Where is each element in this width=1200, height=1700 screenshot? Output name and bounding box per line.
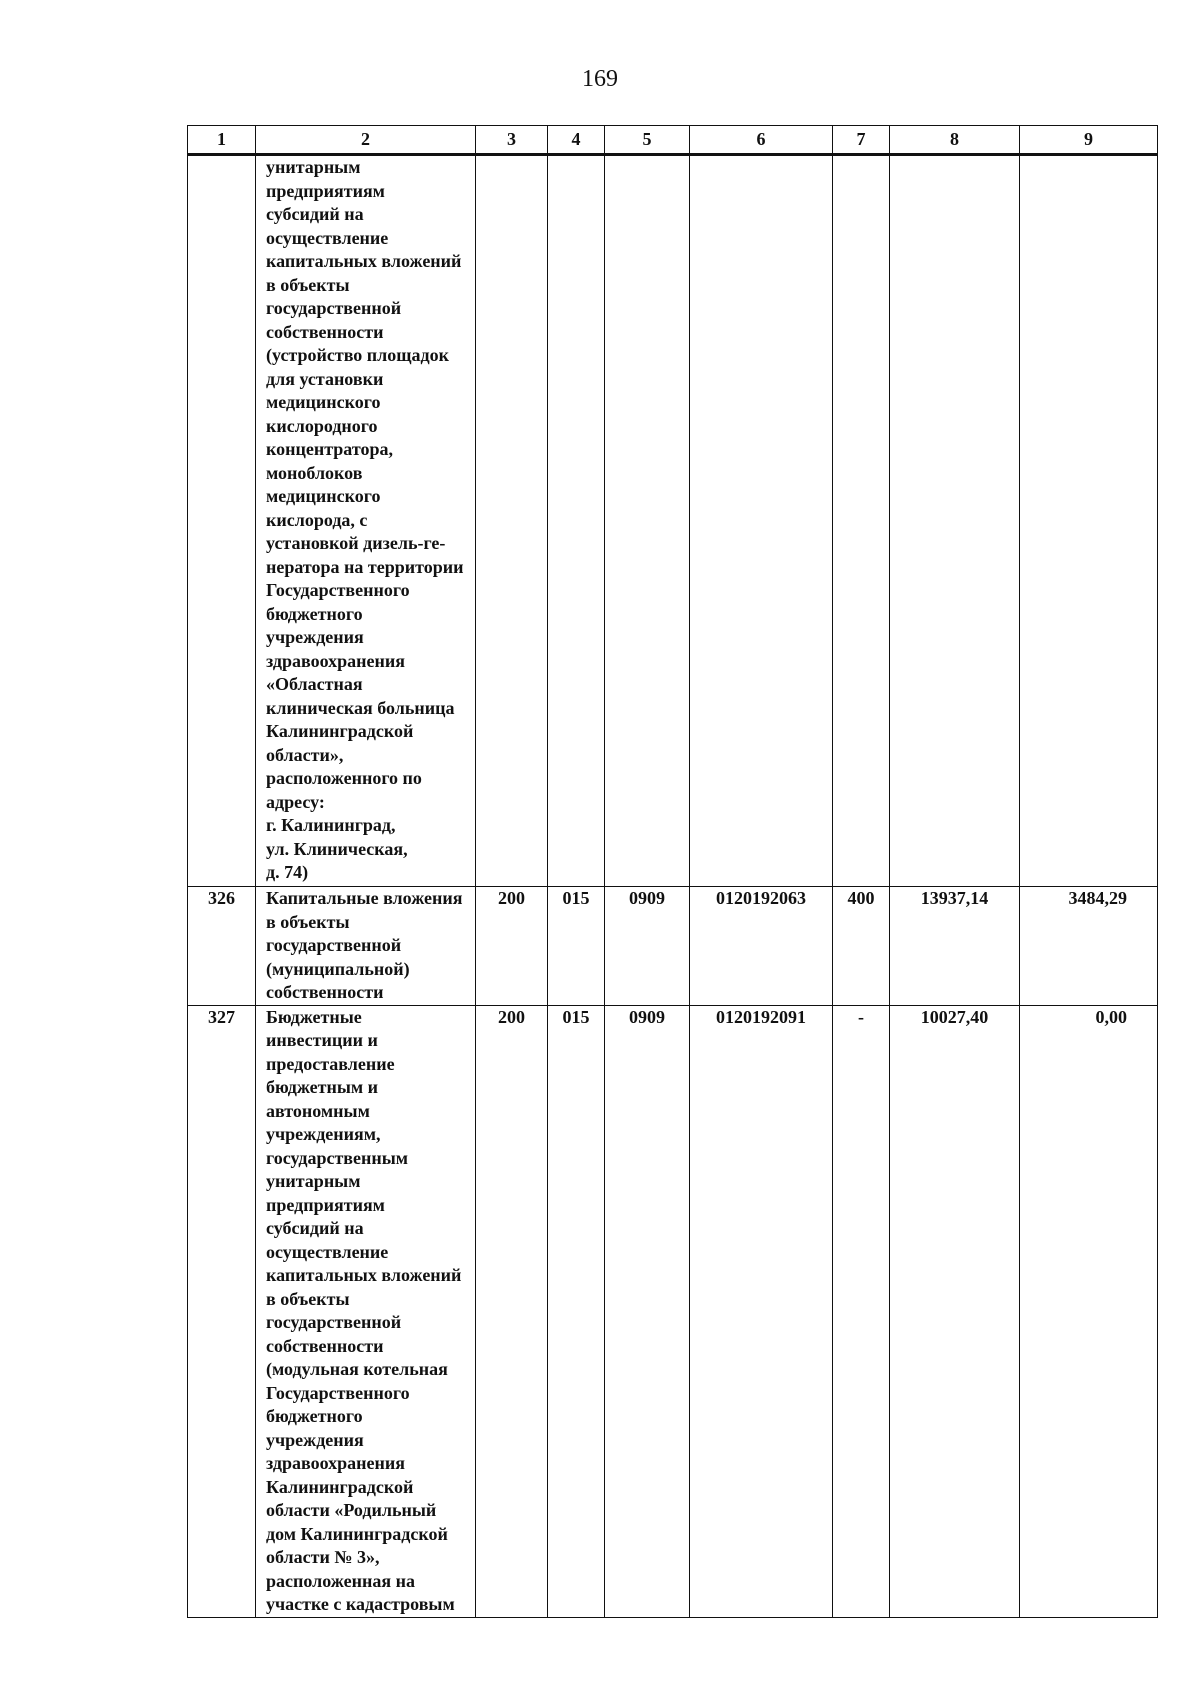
description-cell	[256, 1005, 476, 1617]
column-5-cell	[605, 155, 690, 887]
description-line: осуществление	[266, 227, 389, 248]
description-line: предприятиям	[266, 180, 385, 201]
description-line: учреждениям,	[266, 1124, 381, 1144]
description-line: области»,	[266, 744, 344, 765]
description-line: медицинского	[266, 392, 381, 412]
description-line: Государственного	[266, 580, 410, 600]
description-line: бюджетного	[266, 603, 363, 624]
description-cell	[256, 887, 476, 1006]
column-header-5: 5	[605, 126, 690, 155]
description-line: для установки	[266, 368, 384, 389]
description-line: клиническая больница	[266, 697, 455, 718]
description-line: государственной	[266, 1312, 402, 1332]
column-6-cell	[690, 155, 833, 887]
description-line: здравоохранения	[266, 650, 406, 671]
description-line: бюджетного	[266, 1406, 363, 1426]
description-line: учреждения	[266, 627, 364, 647]
description-cell	[256, 155, 476, 887]
description-line: участке с кадастровым	[266, 1594, 455, 1614]
description-line: осуществление	[266, 1241, 389, 1262]
column-6-cell: 0120192091	[690, 1005, 833, 1617]
table-row	[188, 1005, 1158, 1617]
description-line: автономным	[266, 1100, 370, 1121]
description-line: государственным	[266, 1147, 409, 1168]
description-line: расположенного по	[266, 768, 422, 788]
column-header-3: 3	[476, 126, 548, 155]
description-line: установкой дизель-ге-	[266, 533, 446, 553]
description-line: ул. Клиническая,	[266, 838, 408, 859]
description-line: капитальных вложений	[266, 251, 462, 271]
description-line: Капитальные вложения	[266, 888, 463, 908]
description-line: дом Калининградской	[266, 1523, 448, 1544]
column-9-cell: 0,00	[1020, 1005, 1158, 1617]
column-5-cell: 0909	[605, 1005, 690, 1617]
column-5-cell: 0909	[605, 887, 690, 1006]
description-line: здравоохранения	[266, 1453, 406, 1473]
column-8-cell: 13937,14	[890, 887, 1020, 1006]
description-line: (муниципальной)	[266, 958, 410, 979]
description-line: государственной	[266, 935, 402, 955]
description-line: медицинского	[266, 486, 381, 506]
description-line: г. Калининград,	[266, 815, 396, 835]
description-line: «Областная	[266, 674, 363, 694]
column-3-cell	[476, 155, 548, 887]
column-4-cell	[548, 155, 605, 887]
description-line: моноблоков	[266, 462, 363, 483]
description-line: области № 3»,	[266, 1547, 380, 1567]
column-4-cell: 015	[548, 887, 605, 1006]
description-line: концентратора,	[266, 439, 393, 459]
description-line: (устройство площадок	[266, 345, 449, 365]
column-7-cell	[833, 155, 890, 887]
description-line: государственной	[266, 298, 402, 318]
description-line: предприятиям	[266, 1194, 385, 1215]
table-header-row	[188, 126, 1158, 155]
row-number-cell: 327	[188, 1005, 256, 1617]
column-6-cell: 0120192063	[690, 887, 833, 1006]
column-header-4: 4	[548, 126, 605, 155]
description-line: унитарным	[266, 157, 361, 177]
description-line: субсидий на	[266, 1218, 364, 1238]
description-line: кислородного	[266, 415, 378, 436]
description-line: области «Родильный	[266, 1500, 437, 1520]
column-header-8: 8	[890, 126, 1020, 155]
description-line: в объекты	[266, 1288, 350, 1309]
description-line: Государственного	[266, 1382, 410, 1403]
page-number: 169	[582, 66, 618, 92]
column-3-cell: 200	[476, 1005, 548, 1617]
description-line: инвестиции и	[266, 1030, 378, 1050]
table-row	[188, 887, 1158, 1006]
description-line: в объекты	[266, 274, 350, 295]
row-number-cell: 326	[188, 887, 256, 1006]
description-line: предоставление	[266, 1053, 395, 1074]
column-8-cell	[890, 155, 1020, 887]
table-row	[188, 155, 1158, 887]
column-header-1: 1	[188, 126, 256, 155]
description-line: собственности	[266, 982, 384, 1002]
column-7-cell: -	[833, 1005, 890, 1617]
description-line: Бюджетные	[266, 1006, 362, 1027]
row-number-cell	[188, 155, 256, 887]
description-line: (модульная котельная	[266, 1359, 448, 1379]
budget-table	[187, 125, 1158, 1618]
column-3-cell: 200	[476, 887, 548, 1006]
column-9-cell	[1020, 155, 1158, 887]
description-line: субсидий на	[266, 204, 364, 224]
column-7-cell: 400	[833, 887, 890, 1006]
description-line: д. 74)	[266, 862, 309, 882]
description-line: нератора на территории	[266, 556, 464, 577]
description-line: унитарным	[266, 1171, 361, 1191]
description-line: капитальных вложений	[266, 1265, 462, 1285]
column-header-9: 9	[1020, 126, 1158, 155]
column-header-2: 2	[256, 126, 476, 155]
description-line: бюджетным и	[266, 1077, 379, 1097]
column-8-cell: 10027,40	[890, 1005, 1020, 1617]
description-line: Калининградской	[266, 721, 414, 741]
description-line: адресу:	[266, 791, 325, 812]
description-line: собственности	[266, 1335, 384, 1356]
column-header-7: 7	[833, 126, 890, 155]
column-4-cell: 015	[548, 1005, 605, 1617]
description-line: в объекты	[266, 911, 350, 932]
description-line: учреждения	[266, 1429, 364, 1450]
column-header-6: 6	[690, 126, 833, 155]
description-line: расположенная на	[266, 1570, 415, 1591]
description-line: кислорода, с	[266, 509, 368, 530]
description-line: Калининградской	[266, 1476, 414, 1497]
column-9-cell: 3484,29	[1020, 887, 1158, 1006]
description-line: собственности	[266, 321, 384, 342]
